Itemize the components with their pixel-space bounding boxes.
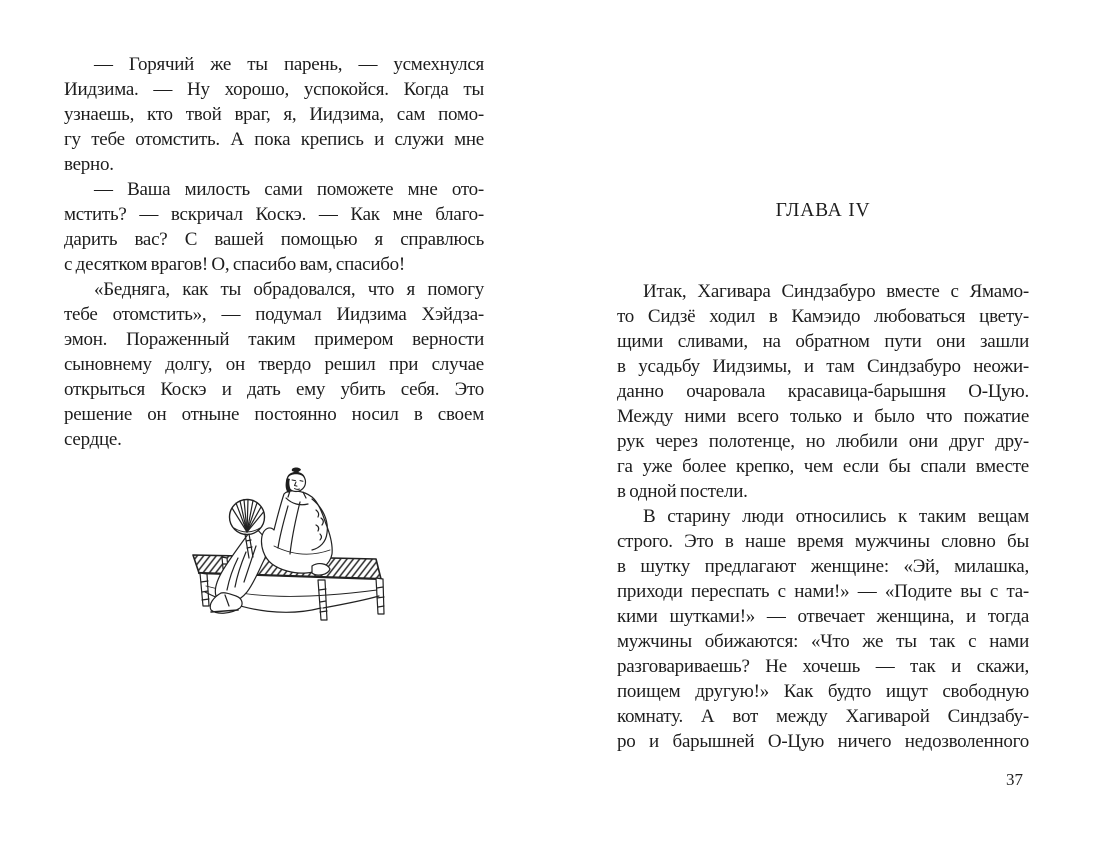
chapter-heading: ГЛАВА IV — [775, 200, 871, 221]
text-line: данно очаровала красавица-барышня О-Цую. — [617, 381, 1029, 402]
left-page-text — [64, 52, 484, 452]
text-line: комнату. А вот между Хагиварой Синдзабу- — [617, 706, 1029, 727]
text-line: то Сидзё ходил в Камэидо любоваться цвету- — [617, 306, 1029, 327]
paragraph — [617, 504, 1029, 754]
text-line: в шутку предлагают женщине: «Эй, милашка, — [617, 556, 1029, 577]
text-line: сердце. — [64, 429, 122, 450]
text-line: Между ними всего только и было что пожатие — [617, 406, 1029, 427]
right-page-text — [617, 279, 1029, 754]
paragraph — [64, 277, 484, 452]
text-line: кими шутками!» — отвечает женщина, и тогда — [617, 606, 1029, 627]
text-line: приходи переспать с нами!» — «Подите вы с та- — [617, 581, 1029, 602]
text-line: решение он отныне постоянно носил в своем — [64, 404, 484, 425]
text-line: Итак, Хагивара Синдзабуро вместе с Ямамо- — [643, 281, 1029, 302]
text-line: эмон. Пораженный таким примером верности — [64, 329, 484, 350]
text-line: верно. — [64, 154, 114, 175]
text-line: гу тебе отомстить. А пока крепись и служи мне — [64, 129, 484, 150]
text-line: поищем другую!» Как будто ищут свободную — [617, 681, 1029, 702]
text-line: — Ваша милость сами поможете мне ото- — [94, 179, 484, 200]
text-line: в усадьбу Иидзимы, и там Синдзабуро неожи- — [617, 356, 1029, 377]
text-line: «Бедняга, как ты обрадовался, что я помогу — [94, 279, 484, 300]
text-line: с десятком врагов! О, спасибо вам, спасибо! — [64, 254, 406, 275]
samurai-bench-illustration — [190, 466, 392, 626]
text-line: га уже более крепко, чем если бы спали вместе — [617, 456, 1029, 477]
text-line: разговариваешь? Не хочешь — так и скажи, — [617, 656, 1029, 677]
paragraph — [617, 279, 1029, 504]
text-line: рук через полотенце, но любили они друг дру- — [617, 431, 1029, 452]
text-line: мужчины обижаются: «Что же ты так с нами — [617, 631, 1029, 652]
page-number: 37 — [1006, 770, 1023, 789]
text-line: открыться Коскэ и дать ему убить себя. Это — [64, 379, 484, 400]
text-line: в одной постели. — [617, 481, 748, 502]
text-line: дарить вас? С вашей помощью я справлюсь — [64, 229, 484, 250]
text-line: щими сливами, на обратном пути они зашли — [617, 331, 1029, 352]
text-line: строго. Это в наше время мужчины словно бы — [617, 531, 1029, 552]
text-line: — Горячий же ты парень, — усмехнулся — [94, 54, 484, 75]
text-line: мстить? — вскричал Коскэ. — Как мне благо- — [64, 204, 484, 225]
text-line: Иидзима. — Ну хорошо, успокойся. Когда ты — [64, 79, 484, 100]
ink-drawing-svg — [190, 466, 392, 626]
text-line: тебе отомстить», — подумал Иидзима Хэйдза- — [64, 304, 484, 325]
paragraph — [64, 52, 484, 177]
paragraph — [64, 177, 484, 277]
text-line: сыновнему долгу, он твердо решил при случае — [64, 354, 484, 375]
text-line: узнаешь, кто твой враг, я, Иидзима, сам помо- — [64, 104, 484, 125]
text-line: В старину люди относились к таким вещам — [643, 506, 1029, 527]
text-line: ро и барышней О-Цую ничего недозволенного — [617, 731, 1029, 752]
